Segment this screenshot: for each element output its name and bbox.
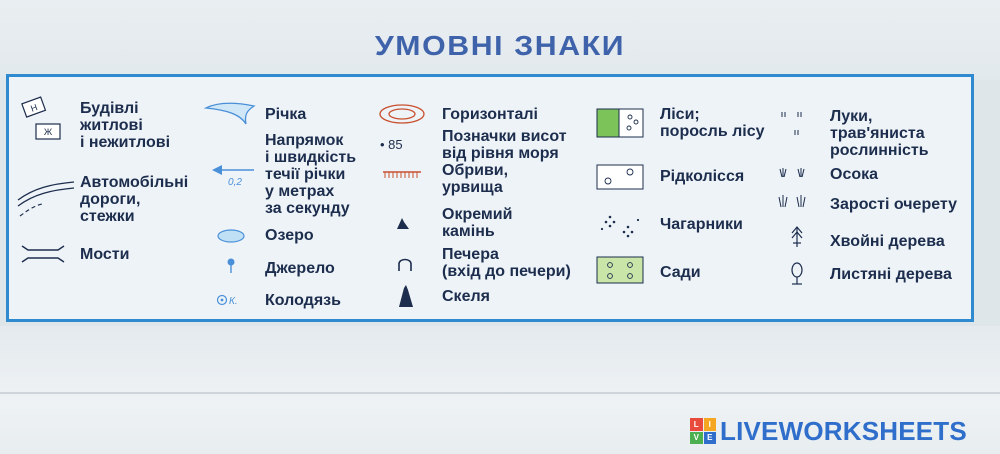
legend-label-forest: Ліси; поросль лісу [660,106,765,140]
legend-label-lake: Озеро [265,227,314,244]
orchard-icon [596,256,644,284]
buildings-icon [18,96,70,146]
legend-label-orchard: Сади [660,264,701,281]
deciduous-icon [790,262,804,286]
legend-label-spring: Джерело [265,260,335,277]
svg-text:0,2: 0,2 [228,177,242,188]
svg-text:• 85: • 85 [380,137,403,152]
liveworksheets-logo-icon: L I V E [690,418,716,444]
legend-label-river: Річка [265,106,307,123]
sparse-forest-icon [596,164,644,190]
legend-label-cliffs: Обриви, урвища [442,162,509,196]
sedge-icon [778,166,808,178]
svg-text:Ж: Ж [43,127,53,137]
stone-icon [396,216,410,230]
svg-text:Н: Н [29,102,39,114]
legend-label-well: Колодязь [265,292,341,309]
legend-label-shrubs: Чагарники [660,216,743,233]
legend-label-conifer: Хвойні дерева [830,233,945,250]
elevation-icon [380,136,424,154]
current-arrow-icon [210,160,258,188]
meadow-icon [778,110,808,142]
page-title: УМОВНІ ЗНАКИ [374,30,626,61]
cliff-icon [382,170,422,180]
legend-label-rock: Скеля [442,288,490,305]
bridge-icon [20,244,66,264]
legend-label-contours: Горизонталі [442,106,538,123]
conifer-icon [790,226,804,248]
legend-label-sedge: Осока [830,166,879,183]
legend-label-sparse-forest: Рідколісся [660,168,745,185]
cave-icon [396,256,414,272]
shrubs-icon [600,214,642,242]
reeds-icon [778,194,808,208]
legend-label-deciduous: Листяні дерева [830,266,952,283]
well-icon [216,292,250,308]
legend-label-buildings: Будівлі житлові і нежитлові [80,100,171,151]
liveworksheets-brand-text: LIVEWORKSHEETS [720,415,967,446]
liveworksheets-watermark [690,414,967,448]
spring-icon [226,258,236,274]
legend-label-elevation: Позначки висот від рівня моря [442,128,567,162]
divider [0,392,1000,394]
legend-label-roads: Автомобільні дороги, стежки [80,174,189,225]
lake-icon [216,228,246,244]
legend-label-meadow: Луки, трав'яниста рослинність [830,108,929,159]
legend-label-stone: Окремий камінь [442,206,513,240]
rock-icon [397,284,415,308]
legend-label-cave: Печера (вхід до печери) [442,246,571,280]
legend-label-bridges: Мости [80,246,130,263]
forest-icon [596,108,644,138]
legend-label-current: Напрямок і швидкість течії річки у метрах за секунду [265,132,357,217]
svg-text:К.: К. [229,296,238,307]
river-icon [204,98,256,126]
legend-label-reeds: Зарості очерету [830,196,958,213]
contour-icon [378,103,426,125]
roads-icon [16,178,76,218]
